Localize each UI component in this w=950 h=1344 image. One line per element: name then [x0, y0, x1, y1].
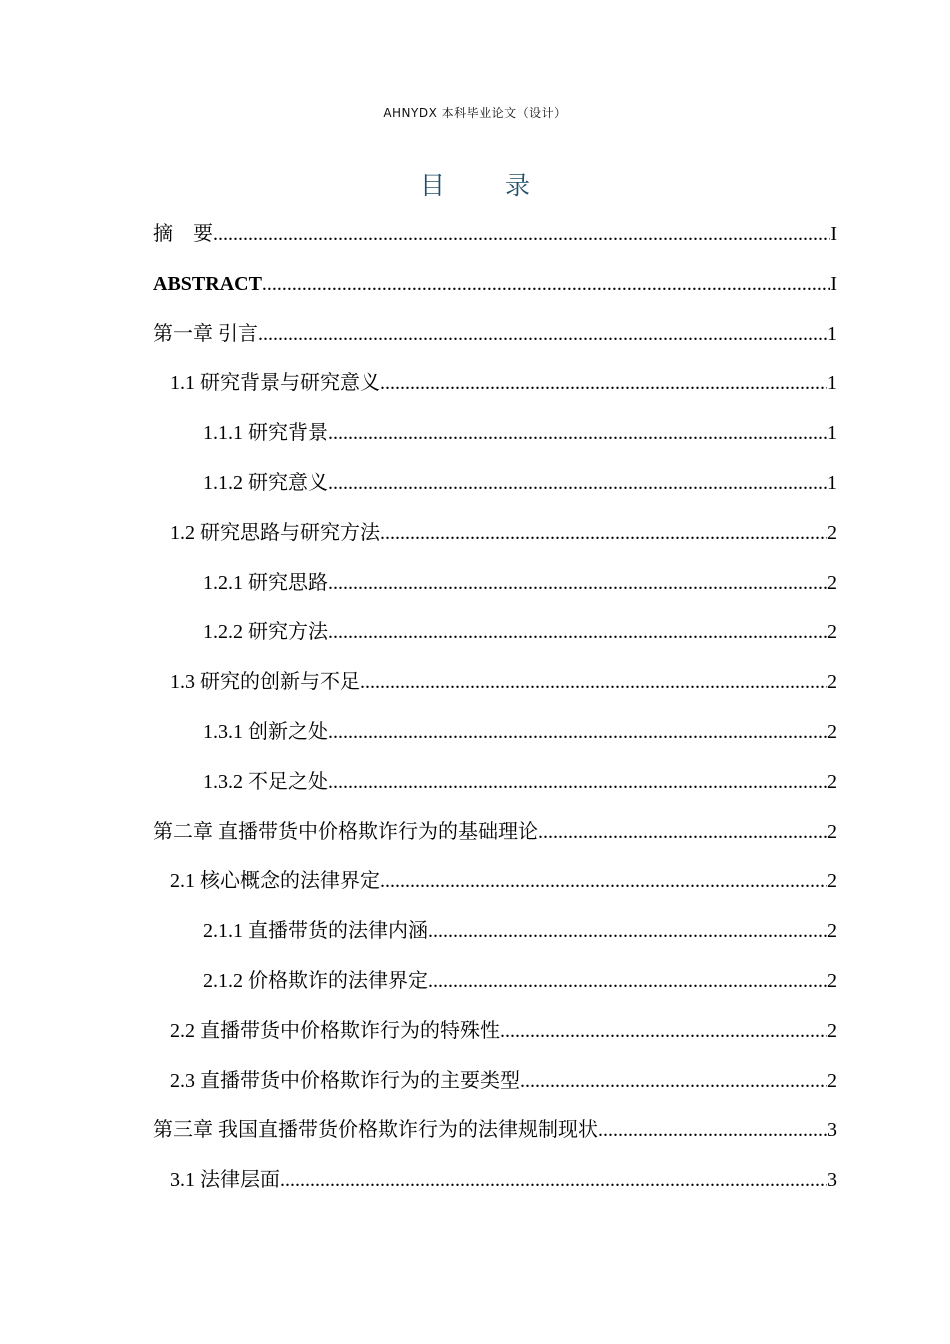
toc-entry[interactable]	[153, 218, 837, 268]
toc-page-number: 2	[827, 770, 837, 793]
toc-page-number: 2	[827, 521, 837, 544]
toc-entry[interactable]	[153, 716, 837, 766]
toc-page-number: 2	[827, 920, 837, 943]
toc-page-number: 2	[827, 571, 837, 594]
toc-page-number: 2	[827, 1069, 837, 1092]
toc-entry-label: 1.1.2 研究意义	[203, 471, 328, 494]
toc-page-number: 2	[827, 671, 837, 694]
toc-entry[interactable]	[153, 965, 837, 1015]
toc-page-number: 2	[827, 720, 837, 743]
toc-entry-label: ABSTRACT	[153, 272, 262, 295]
toc-entry-label: 1.3 研究的创新与不足	[170, 671, 360, 694]
toc-entry-label: 第一章 引言	[153, 322, 258, 345]
toc-leader-dots	[328, 716, 827, 748]
toc-entry[interactable]	[153, 816, 837, 866]
toc-entry[interactable]	[153, 1015, 837, 1065]
toc-entry-label: 1.3.1 创新之处	[203, 720, 328, 743]
toc-entry[interactable]	[153, 865, 837, 915]
toc-leader-dots	[280, 1164, 827, 1196]
toc-entry-label: 2.1.2 价格欺诈的法律界定	[203, 969, 428, 992]
toc-entry-label: 1.2.1 研究思路	[203, 571, 328, 594]
toc-entry-label: 1.2.2 研究方法	[203, 621, 328, 644]
toc-entry[interactable]	[153, 666, 837, 716]
toc-entry[interactable]	[153, 1114, 837, 1164]
toc-page-number: I	[830, 272, 837, 295]
toc-entry-label: 2.3 直播带货中价格欺诈行为的主要类型	[170, 1069, 520, 1092]
toc-entry-label: 1.1 研究背景与研究意义	[170, 372, 380, 395]
toc-entry-label: 3.1 法律层面	[170, 1169, 280, 1192]
toc-page-number: 1	[827, 372, 837, 395]
toc-page-number: 1	[827, 471, 837, 494]
toc-leader-dots	[428, 915, 827, 947]
toc-entry[interactable]	[153, 1164, 837, 1214]
toc-leader-dots	[328, 766, 827, 798]
toc-entry[interactable]	[153, 616, 837, 666]
toc-entry[interactable]	[153, 567, 837, 617]
toc-title: 目 录	[420, 171, 556, 200]
toc-page-number: 1	[827, 322, 837, 345]
toc-leader-dots	[328, 467, 827, 499]
toc-page-number: 2	[827, 621, 837, 644]
toc-entry-label: 1.2 研究思路与研究方法	[170, 521, 380, 544]
toc-entry-label: 1.3.2 不足之处	[203, 770, 328, 793]
toc-entry-label: 1.1.1 研究背景	[203, 422, 328, 445]
toc-leader-dots	[500, 1015, 827, 1047]
toc-page-number: 2	[827, 969, 837, 992]
toc-leader-dots	[380, 517, 827, 549]
toc-leader-dots	[262, 268, 830, 300]
toc-entry[interactable]	[153, 318, 837, 368]
toc-page-number: 2	[827, 870, 837, 893]
toc-page-number: 1	[827, 422, 837, 445]
toc-entry[interactable]	[153, 915, 837, 965]
toc-leader-dots	[380, 865, 827, 897]
toc-entry[interactable]	[153, 766, 837, 816]
toc-leader-dots	[328, 417, 827, 449]
toc-entry-label: 第三章 我国直播带货价格欺诈行为的法律规制现状	[153, 1119, 598, 1142]
toc-leader-dots	[328, 567, 827, 599]
toc-leader-dots	[538, 816, 827, 848]
toc-leader-dots	[380, 367, 827, 399]
toc-leader-dots	[213, 218, 830, 250]
toc-entry[interactable]	[153, 467, 837, 517]
table-of-contents	[153, 218, 837, 1214]
toc-leader-dots	[428, 965, 827, 997]
toc-page-number: 2	[827, 1019, 837, 1042]
toc-entry[interactable]	[153, 517, 837, 567]
toc-entry-label: 2.1 核心概念的法律界定	[170, 870, 380, 893]
toc-entry[interactable]	[153, 268, 837, 318]
toc-leader-dots	[328, 616, 827, 648]
toc-entry-label: 第二章 直播带货中价格欺诈行为的基础理论	[153, 820, 538, 843]
toc-entry-label: 摘 要	[153, 223, 213, 245]
toc-leader-dots	[258, 318, 827, 350]
toc-entry[interactable]	[153, 1065, 837, 1115]
toc-leader-dots	[520, 1065, 827, 1097]
toc-leader-dots	[598, 1114, 827, 1146]
toc-entry-label: 2.1.1 直播带货的法律内涵	[203, 920, 428, 943]
toc-leader-dots	[360, 666, 827, 698]
toc-page-number: I	[830, 223, 837, 245]
toc-page-number: 3	[827, 1169, 837, 1192]
toc-page-number: 2	[827, 820, 837, 843]
running-header: AHNYDX 本科毕业论文（设计）	[383, 106, 567, 120]
toc-entry[interactable]	[153, 417, 837, 467]
toc-entry[interactable]	[153, 367, 837, 417]
toc-entry-label: 2.2 直播带货中价格欺诈行为的特殊性	[170, 1019, 500, 1042]
toc-page-number: 3	[827, 1119, 837, 1142]
